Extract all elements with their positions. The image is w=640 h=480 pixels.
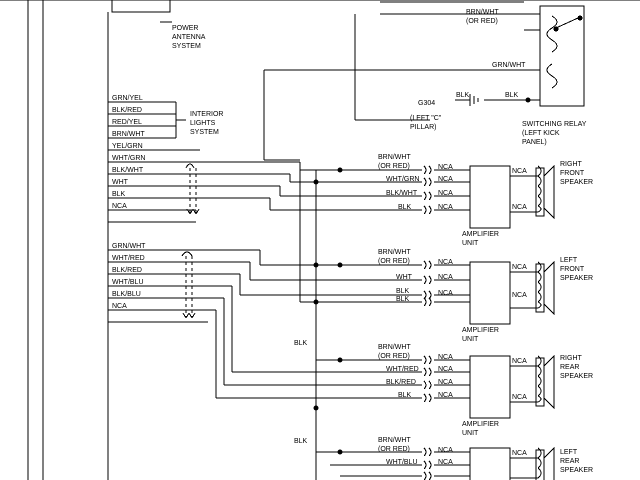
power-antenna-label: POWER ANTENNA SYSTEM [172,25,206,50]
ch2-nca-2: NCA [438,274,453,281]
ch4-nca-1: NCA [438,447,453,454]
ch1-speaker-label: RIGHT FRONT SPEAKER [560,161,594,186]
ground-wire-right-label: BLK [505,92,519,99]
blk-trunk-label-1: BLK [294,340,308,347]
ch1-input-wire-3: BLK/WHT [386,190,418,197]
wire-label-wht-red: WHT/RED [112,255,145,262]
ch1-amp-out-bottom: NCA [512,204,527,211]
ch3-amp-label: AMPLIFIER UNIT [462,421,499,437]
interior-lights-label: INTERIOR LIGHTS SYSTEM [190,111,224,136]
wire-label-yel-grn: YEL/GRN [112,143,143,150]
wire-label-brn-wht: BRN/WHT [112,131,145,138]
ch2-nca-3: NCA [438,290,453,297]
wire-label-grn-wht: GRN/WHT [112,243,146,250]
ch3-speaker-label: RIGHT REAR SPEAKER [560,355,594,380]
ch4-input-wire-1: BRN/WHT (OR RED) [378,437,411,453]
ground-wire-left-label: BLK [456,92,470,99]
ch3-amp-out-bottom: NCA [512,394,527,401]
ch2-amp-out-bottom: NCA [512,292,527,299]
ch1-nca-3: NCA [438,190,453,197]
wire-label-blk-red: BLK/RED [112,107,142,114]
ch2-input-wire-2: WHT [396,274,412,281]
ground-label: G304 [418,100,436,107]
wire-label-nca-1: NCA [112,203,127,210]
switching-relay-label: SWITCHING RELAY (LEFT KICK PANEL) [522,121,587,146]
wire-label-grn-yel: GRN/YEL [112,95,143,102]
ch3-input-wire-3: BLK/RED [386,379,416,386]
ch3-amp-out-top: NCA [512,358,527,365]
ch4-amp-out-top: NCA [512,450,527,457]
ch3-nca-3: NCA [438,379,453,386]
wire-label-blk-blu: BLK/BLU [112,291,141,298]
ch1-nca-4: NCA [438,204,453,211]
blk-trunk-label-2: BLK [294,438,308,445]
wire-label-blk-red-2: BLK/RED [112,267,142,274]
relay-wire-grn-wht: GRN/WHT [492,62,526,69]
ch4-input-wire-2: WHT/BLU [386,459,418,466]
ground-location-label: (LEFT "C" PILLAR) [410,115,442,131]
wire-label-red-yel: RED/YEL [112,119,142,126]
ch1-input-wire-2: WHT/GRN [386,176,420,183]
ch1-input-wire-1: BRN/WHT (OR RED) [378,154,411,170]
wire-label-nca-2: NCA [112,303,127,310]
ch1-nca-1: NCA [438,164,453,171]
ch2-input-wire-4: BLK [396,296,410,303]
wire-label-blk: BLK [112,191,126,198]
ch3-nca-2: NCA [438,366,453,373]
wire-label-wht-blu: WHT/BLU [112,279,144,286]
relay-wire-brn-wht: BRN/WHT (OR RED) [466,9,499,25]
ch1-input-wire-4: BLK [398,204,412,211]
ch1-amp-out-top: NCA [512,168,527,175]
wire-label-blk-wht: BLK/WHT [112,167,144,174]
ch3-input-wire-2: WHT/RED [386,366,419,373]
ch4-speaker-label: LEFT REAR SPEAKER [560,449,594,474]
ch2-nca-1: NCA [438,259,453,266]
wire-label-wht: WHT [112,179,128,186]
ch3-input-wire-1: BRN/WHT (OR RED) [378,344,411,360]
ch2-amp-label: AMPLIFIER UNIT [462,327,499,343]
ch2-speaker-label: LEFT FRONT SPEAKER [560,257,594,282]
wire-label-wht-grn: WHT/GRN [112,155,146,162]
ch2-input-wire-1: BRN/WHT (OR RED) [378,249,411,265]
ch1-nca-2: NCA [438,176,453,183]
ch1-amp-label: AMPLIFIER UNIT [462,231,499,247]
ch3-nca-1: NCA [438,354,453,361]
ch3-input-wire-4: BLK [398,392,412,399]
ch2-input-wire-3: BLK [396,288,410,295]
ch3-nca-4: NCA [438,392,453,399]
ch4-nca-2: NCA [438,459,453,466]
ch2-amp-out-top: NCA [512,264,527,271]
